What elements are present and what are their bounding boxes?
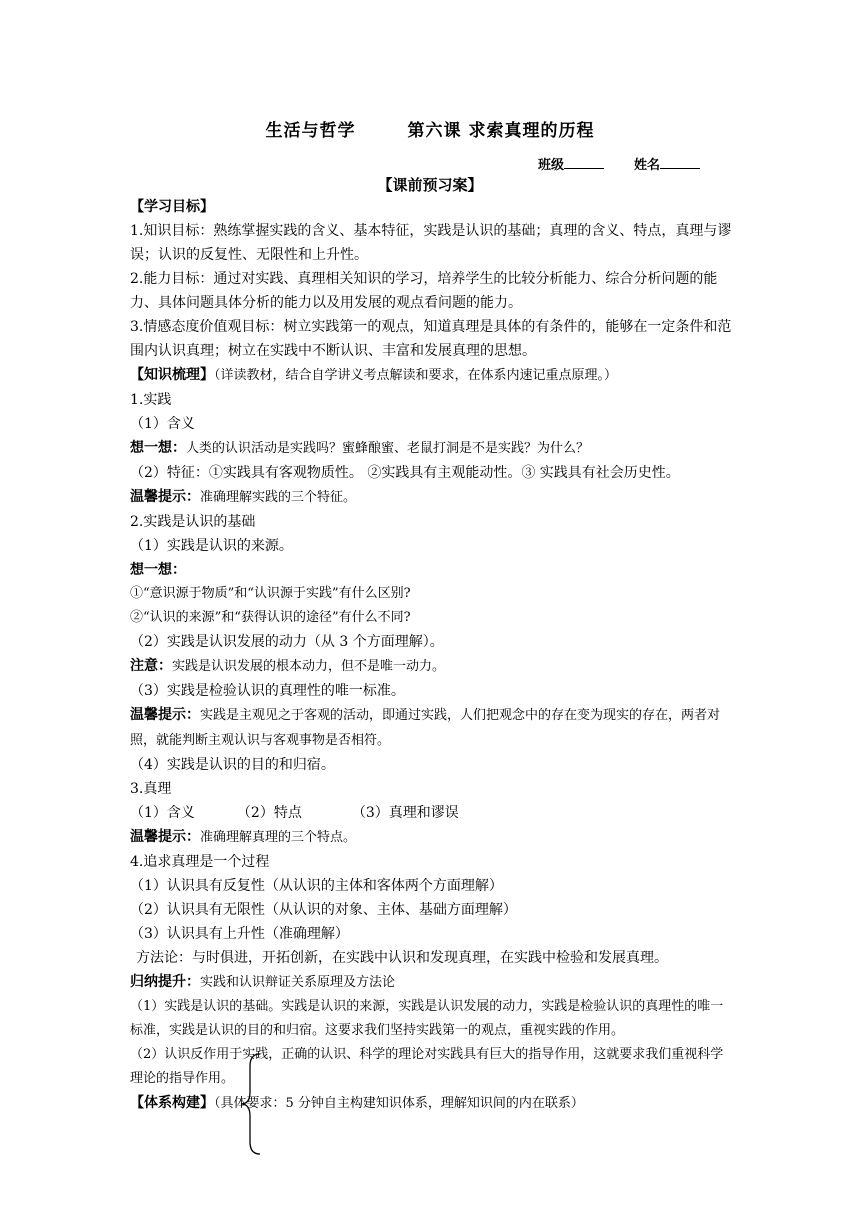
system-note: （具体要求：5 分钟自主构建知识体系，理解知识间的内在联系） xyxy=(214,1096,584,1111)
methodology: 方法论：与时俱进，开拓创新，在实践中认识和发现真理，在实践中检验和发展真理。 xyxy=(136,950,668,966)
goal-knowledge: 1.知识目标：熟练掌握实践的含义、基本特征，实践是认识的基础；真理的含义、特点，真理与谬误；认识的反复性、无限性和上升性。 xyxy=(130,223,732,263)
think-2-a: ①“意识源于物质”和“认识源于实践”有什么区别? xyxy=(130,586,411,601)
tip-3-label: 温馨提示： xyxy=(130,829,200,845)
process-infinite: （2）认识具有无限性（从认识的对象、主体、基础方面理解） xyxy=(130,902,517,918)
basis-motive: （2）实践是认识发展的动力（从 3 个方面理解）。 xyxy=(130,634,444,650)
name-label: 姓名 xyxy=(634,158,661,173)
summary-line xyxy=(130,970,735,995)
book-title: 生活与哲学 xyxy=(265,121,356,141)
tip-3 xyxy=(130,825,735,850)
summary-2: （2）认识反作用于实践，正确的认识、科学的理论对实践具有巨大的指导作用，这就要求我们重视科学理论的指导作用。 xyxy=(130,1047,724,1086)
section-heading: 【课前预习案】 xyxy=(377,176,483,194)
basis-title: 2.实践是认识的基础 xyxy=(130,514,256,530)
summary-label: 归纳提升： xyxy=(130,974,200,990)
tip-2 xyxy=(130,703,735,753)
practice-features: （2）特征：①实践具有客观物质性。 ②实践具有主观能动性。③ 实践具有社会历史性。 xyxy=(130,465,680,481)
lesson-title: 第六课 求索真理的历程 xyxy=(407,121,595,141)
think-2-b: ②“认识的来源”和“获得认识的途径”有什么不同? xyxy=(130,610,411,625)
practice-title: 1.实践 xyxy=(130,392,172,408)
goal-ability: 2.能力目标：通过对实践、真理相关知识的学习，培养学生的比较分析能力、综合分析问题的能力、具体问题具体分析的能力以及用发展的观点看问题的能力。 xyxy=(130,271,718,311)
class-name-line xyxy=(538,154,700,173)
think-1 xyxy=(130,436,735,461)
system-heading-line xyxy=(130,1091,735,1116)
tip-1 xyxy=(130,485,735,510)
truth-and-error: （3）真理和谬误 xyxy=(351,805,459,821)
name-blank[interactable] xyxy=(660,156,700,169)
tip-2-text: 实践是主观见之于客观的活动，即通过实践，人们把观念中的存在变为现实的存在，两者对照，就能判断主观认识与客观事物是否相符。 xyxy=(130,708,721,748)
truth-parts xyxy=(130,801,735,825)
note-label: 注意： xyxy=(130,658,172,674)
curly-brace-icon xyxy=(238,1052,268,1156)
document-title xyxy=(0,116,860,141)
tip-1-label: 温馨提示： xyxy=(130,489,200,505)
system-heading: 【体系构建】 xyxy=(130,1095,214,1111)
basis-source: （1）实践是认识的来源。 xyxy=(130,538,293,554)
think-2-label: 想一想： xyxy=(130,562,186,578)
truth-title: 3.真理 xyxy=(130,781,172,797)
practice-meaning: （1）含义 xyxy=(130,416,195,432)
process-title: 4.追求真理是一个过程 xyxy=(130,854,270,870)
goal-attitude: 3.情感态度价值观目标：树立实践第一的观点，知道真理是具体的有条件的，能够在一定条件和范围内认识真理；树立在实践中不断认识、丰富和发展真理的思想。 xyxy=(130,319,732,359)
class-label: 班级 xyxy=(538,158,565,173)
think-1-text: 人类的认识活动是实践吗？蜜蜂酿蜜、老鼠打洞是不是实践？为什么？ xyxy=(186,441,590,456)
tip-1-text: 准确理解实践的三个特征。 xyxy=(200,490,357,505)
tip-2-label: 温馨提示： xyxy=(130,707,200,723)
truth-meaning: （1）含义 xyxy=(130,805,195,821)
goals-heading: 【学习目标】 xyxy=(130,199,214,215)
summary-text: 实践和认识辩证关系原理及方法论 xyxy=(200,975,396,990)
knowledge-note: （详读教材，结合自学讲义考点解读和要求，在体系内速记重点原理。） xyxy=(214,368,618,383)
think-1-label: 想一想： xyxy=(130,440,186,456)
knowledge-heading-line xyxy=(130,363,735,388)
knowledge-heading: 【知识梳理】 xyxy=(130,367,214,383)
process-repeat: （1）认识具有反复性（从认识的主体和客体两个方面理解） xyxy=(130,878,503,894)
note-text: 实践是认识发展的根本动力，但不是唯一动力。 xyxy=(172,659,446,674)
basis-purpose: （4）实践是认识的目的和归宿。 xyxy=(130,757,335,773)
summary-1: （1）实践是认识的基础。实践是认识的来源，实践是认识发展的动力，实践是检验认识的真理性的唯一标准，实践是认识的目的和归宿。这要求我们坚持实践第一的观点，重视实践的作用。 xyxy=(130,999,724,1038)
process-rising: （3）认识具有上升性（准确理解） xyxy=(130,926,349,942)
tip-3-text: 准确理解真理的三个特点。 xyxy=(200,830,357,845)
document-body xyxy=(130,195,735,1116)
class-blank[interactable] xyxy=(564,156,604,169)
truth-features: （2）特点 xyxy=(236,805,302,821)
note-line xyxy=(130,654,735,679)
basis-standard: （3）实践是检验认识的真理性的唯一标准。 xyxy=(130,683,405,699)
